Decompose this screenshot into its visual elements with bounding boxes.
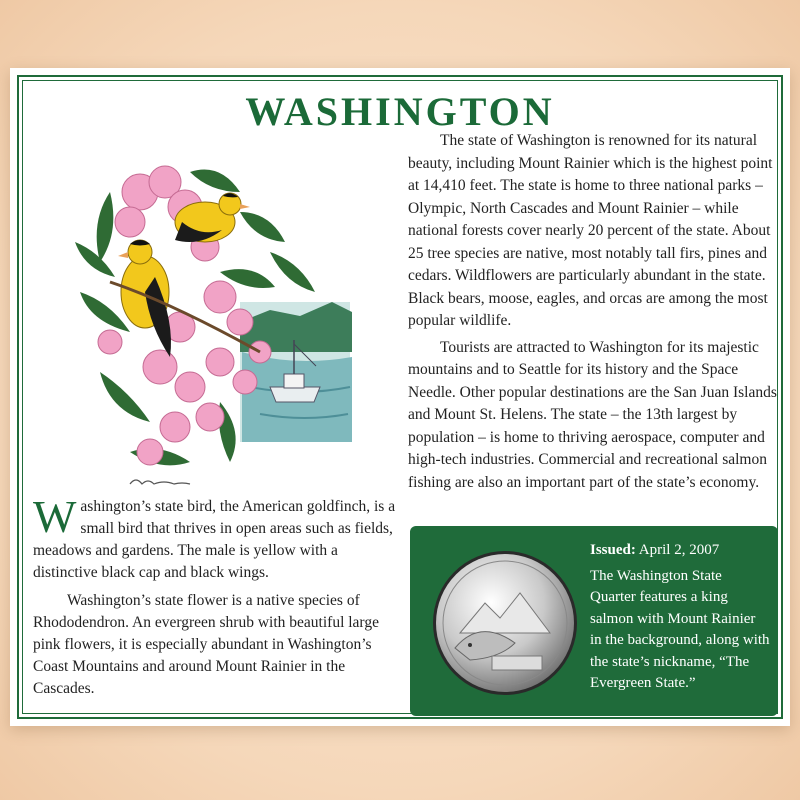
coin-info	[590, 540, 770, 695]
state-card	[10, 68, 790, 726]
issued-date: April 2, 2007	[638, 542, 720, 558]
issued-line	[590, 540, 770, 562]
page-title: WASHINGTON	[245, 89, 555, 134]
drop-cap: W	[33, 491, 77, 542]
coin-description: The Washington State Quarter features a king salmon with Mount Rainier in the background, along with the state’s nickname, “The Evergreen State.”	[590, 567, 770, 691]
goldfinch-lower	[118, 240, 171, 357]
artist-signature	[130, 480, 190, 484]
washington-quarter-coin	[430, 548, 580, 698]
state-description	[408, 130, 778, 494]
goldfinch-rhododendron-illustration	[70, 152, 362, 492]
bird-paragraph	[33, 491, 398, 584]
bird-paragraph-text: ashington’s state bird, the American goldfinch, is a small bird that thrives in open areas such as fields, meadows and gardens. The male is yellow with a distinctive black cap and black wings.	[33, 498, 396, 581]
description-paragraph-1: The state of Washington is renowned for its natural beauty, including Mount Rainier which is the highest point at 14,410 feet. The state is home to three national parks – Olympic, North Cascades and Mount Rainier – while national forests cover nearly 20 percent of the state. About 25 tree species are native, most notably tall firs, pines and cedars. Wildflowers are particularly abundant in the state. Black bears, moose, eagles, and orcas are among the most popular wildlife.	[408, 132, 773, 329]
description-paragraph-2: Tourists are attracted to Washington for its majestic mountains and to Seattle for its history and the Space Needle. Other popular destinations are the San Juan Islands and Mount St. Helens. The state – the 13th largest by population – is home to thriving aerospace, computer and high-tech industries. Commercial and recreational salmon fishing are also an important part of the state’s economy.	[408, 338, 777, 491]
flower-paragraph: Washington’s state flower is a native species of Rhododendron. An evergreen shrub with beautiful large pink flowers, it is especially abundant in Washington’s Coast Mountains and around Mount Rainier in the Cascades.	[33, 592, 379, 697]
boat-scene	[240, 302, 352, 442]
issued-label: Issued:	[590, 542, 636, 558]
bird-flower-text	[33, 491, 398, 700]
coin-panel	[410, 526, 778, 716]
